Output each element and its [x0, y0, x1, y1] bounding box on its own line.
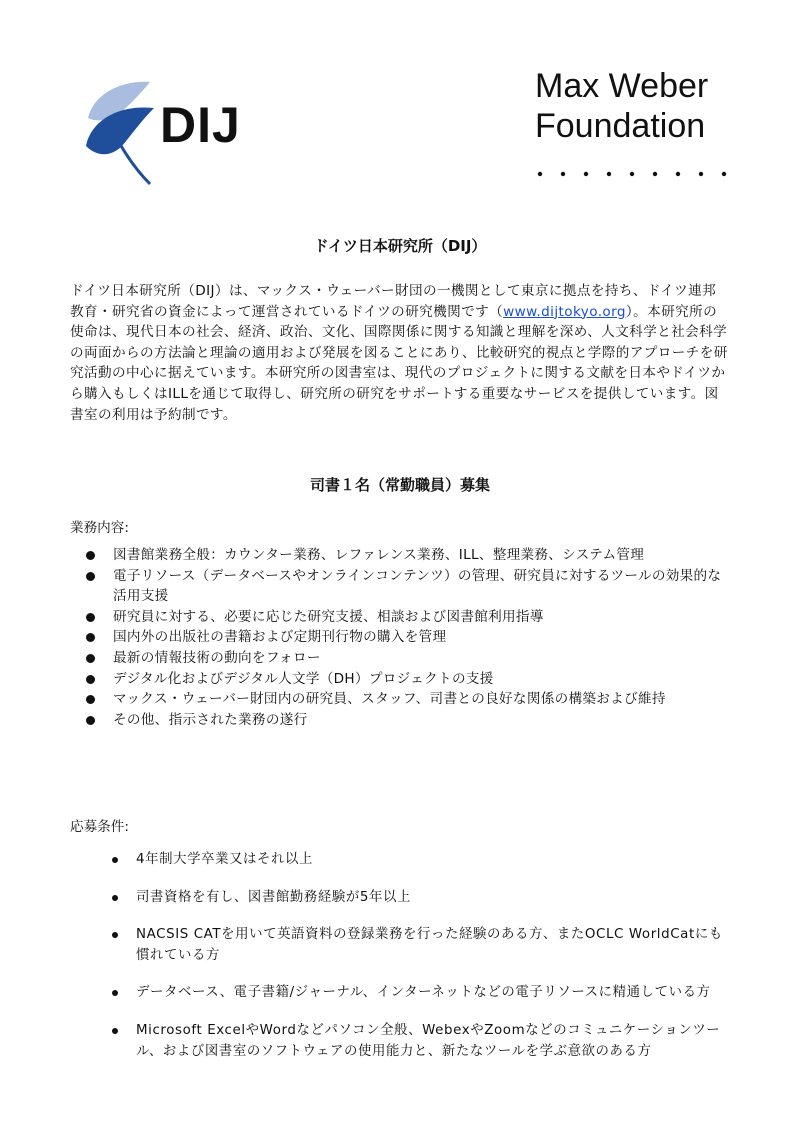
- list-item: マックス・ウェーバー財団内の研究員、スタッフ、司書との良好な関係の構築および維持: [84, 689, 734, 710]
- duties-list: [84, 545, 734, 730]
- website-link[interactable]: www.dijtokyo.org: [503, 303, 626, 320]
- requirements-label: 応募条件:: [70, 819, 129, 835]
- institute-heading: ドイツ日本研究所（DIJ）: [313, 237, 487, 255]
- list-item: 司書資格を有し、図書館勤務経験が5年以上: [110, 888, 730, 909]
- list-item: その他、指示された業務の遂行: [84, 710, 734, 731]
- foundation-name-line2: Foundation: [535, 107, 706, 145]
- list-item: 電子リソース（データベースやオンラインコンテンツ）の管理、研究員に対するツールの効果的な活用支援: [84, 566, 734, 607]
- list-item: Microsoft ExcelやWordなどパソコン全般、WebexやZoomなどのコミュニケーションツール、および図書室のソフトウェアの使用能力と、新たなツールを学ぶ意欲のある方: [110, 1021, 730, 1062]
- list-item: 研究員に対する、必要に応じた研究支援、相談および図書館利用指導: [84, 607, 734, 628]
- list-item: デジタル化およびデジタル人文学（DH）プロジェクトの支援: [84, 669, 734, 690]
- list-item: 最新の情報技術の動向をフォロー: [84, 648, 734, 669]
- duties-label: 業務内容:: [70, 520, 129, 536]
- dij-logo-text: DIJ: [160, 97, 241, 153]
- requirements-list: [110, 850, 730, 1079]
- list-item: 4年制大学卒業又はそれ以上: [110, 850, 730, 871]
- institute-description: [70, 281, 730, 425]
- max-weber-foundation-logo: [535, 66, 755, 146]
- foundation-dots-decoration: [537, 170, 732, 178]
- intro-text-before-link: ドイツ日本研究所（DIJ）は、マックス・ウェーバー財団の一機関として東京に拠点を持ち、ドイツ連邦教育・研究省の資金によって運営されているドイツの研究機関です（: [70, 283, 717, 320]
- intro-text-after-link: ）。本研究所の使命は、現代日本の社会、経済、政治、文化、国際関係に関する知識と理解を深め、人文科学と社会科学の両面からの方法論と理論の適用および発展を図ることにあり、比較研究的視点と学際的アプローチを研究活動の中心に据えています。本研究所の図書室は、現代のプロジェクトに関する文献を日本やドイツから購入もしくはILLを通じて取得し、研究所の研究をサポートする重要なサービスを提供しています。図書室の利用は予約制です。: [70, 303, 728, 423]
- job-heading: 司書１名（常勤職員）募集: [309, 476, 490, 494]
- list-item: 国内外の出版社の書籍および定期刊行物の購入を管理: [84, 627, 734, 648]
- list-item: 図書館業務全般：カウンター業務、レファレンス業務、ILL、整理業務、システム管理: [84, 545, 734, 566]
- list-item: NACSIS CATを用いて英語資料の登録業務を行った経験のある方、またOCLC WorldCatにも慣れている方: [110, 925, 730, 966]
- foundation-name-line1: Max Weber: [535, 67, 709, 105]
- list-item: データベース、電子書籍/ジャーナル、インターネットなどの電子リソースに精通している方: [110, 983, 730, 1004]
